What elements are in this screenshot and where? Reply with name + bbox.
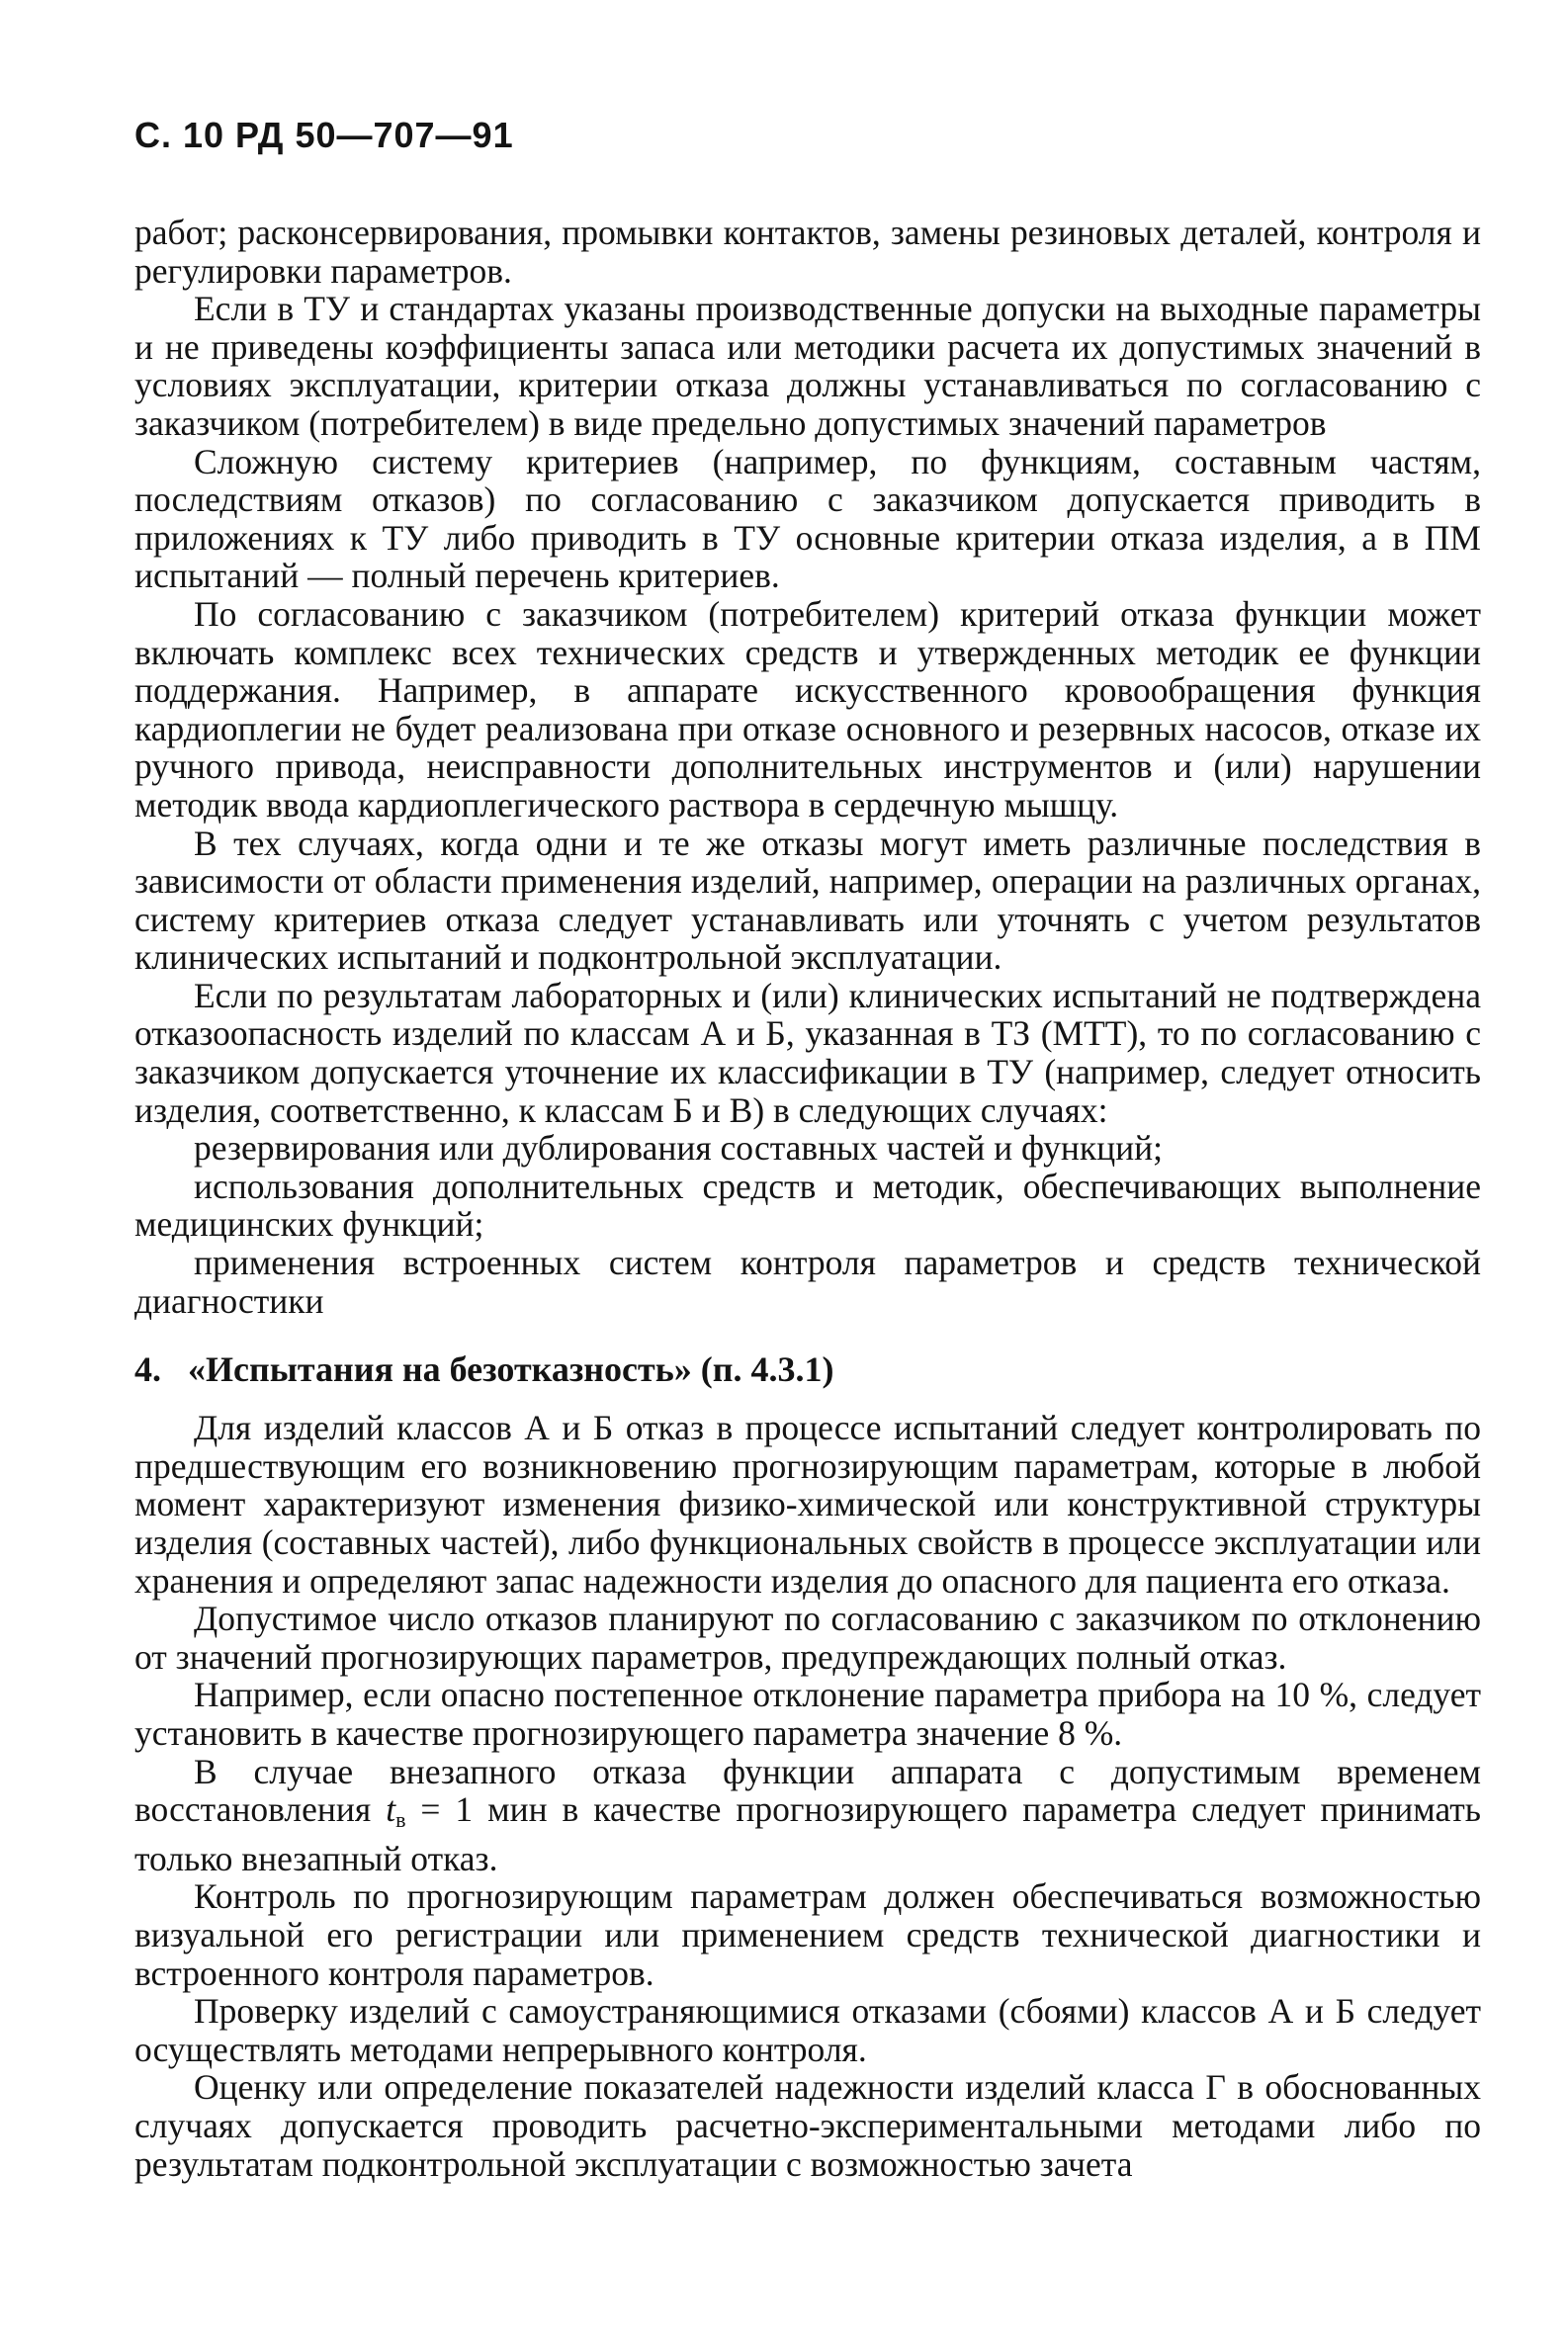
paragraph: Контроль по прогнозирующим параметрам должен обеспечиваться возможностью визуальной его регистрации или применением средств технической диагностики и встроенного контроля параметров. xyxy=(134,1876,1481,1993)
paragraph: Сложную систему критериев (например, по функциям, составным частям, последствиям отказов) по согласованию с заказчиком допускается приводить в приложениях к ТУ либо приводить в ТУ основные критерии отказа изделия, а в ПМ испытаний — полный перечень критериев. xyxy=(134,441,1481,596)
list-item: резервирования или дублирования составных частей и функций; xyxy=(194,1128,1163,1169)
page-header: С. 10 РД 50—707—91 xyxy=(134,115,514,155)
paragraph: Если по результатам лабораторных и (или) клинических испытаний не подтверждена отказоопасность изделий по классам А и Б, указанная в ТЗ (МТТ), то по согласованию с заказчиком допускается уточнение их классификации в ТУ (например, следует относить изделия, соответственно, к классам Б и В) в следующих случаях: xyxy=(134,975,1481,1130)
paragraph: Оценку или определение показателей надежности изделий класса Г в обоснованных случаях допускается проводить расчетно-экспериментальными методами либо по результатам подконтрольной эксплуатации с возможностью зачета xyxy=(134,2067,1481,2184)
paragraph: Допустимое число отказов планируют по согласованию с заказчиком по отклонению от значений прогнозирующих параметров, предупреждающих полный отказ. xyxy=(134,1599,1481,1677)
document-page xyxy=(134,115,1481,2183)
list-item: использования дополнительных средств и методик, обеспечивающих выполнение медицинских функций; xyxy=(134,1166,1481,1245)
paragraph: Например, если опасно постепенное отклонение параметра прибора на 10 %, следует установить в качестве прогнозирующего параметра значение 8 %. xyxy=(134,1675,1481,1753)
restore-time-subscript: в xyxy=(395,1807,406,1833)
section-title: «Испытания на безотказность» (п. 4.3.1) xyxy=(188,1349,834,1390)
section-heading xyxy=(134,1349,1481,1389)
paragraph: В тех случаях, когда одни и те же отказы могут иметь различные последствия в зависимости от области применения изделий, например, операции на различных органах, систему критериев отказа следует устанавливать или уточнять с учетом результатов клинических испытаний и подконтрольной эксплуатации. xyxy=(134,823,1481,978)
paragraph: Если в ТУ и стандартах указаны производственные допуски на выходные параметры и не приведены коэффициенты запаса или методики расчета их допустимых значений в условиях эксплуатации, критерии отказа должны устанавливаться по согласованию с заказчиком (потребителем) в виде предельно допустимых значений параметров xyxy=(134,289,1481,443)
restore-time-variable: t xyxy=(386,1789,396,1830)
paragraph: Проверку изделий с самоустраняющимися отказами (сбоями) классов А и Б следует осуществлять методами непрерывного контроля. xyxy=(134,1991,1481,2069)
paragraph: работ; расконсервирования, промывки контактов, замены резиновых деталей, контроля и регулировки параметров. xyxy=(134,213,1481,291)
list-item: применения встроенных систем контроля параметров и средств технической диагностики xyxy=(134,1243,1481,1321)
paragraph: Для изделий классов А и Б отказ в процессе испытаний следует контролировать по предшествующим его возникновению прогнозирующим параметрам, которые в любой момент характеризуют изменения физико-химической или конструктивной структуры изделия (составных частей), либо функциональных свойств в процессе эксплуатации или хранения и определяют запас надежности изделия до опасного для пациента его отказа. xyxy=(134,1408,1481,1601)
paragraph: По согласованию с заказчиком (потребителем) критерий отказа функции может включать комплекс всех технических средств и утвержденных методик ее функции поддержания. Например, в аппарате искусственного кровообращения функция кардиоплегии не будет реализована при отказе основного и резервных насосов, отказе их ручного привода, неисправности дополнительных инструментов и (или) нарушении методик ввода кардиоплегического раствора в сердечную мышцу. xyxy=(134,593,1481,825)
restore-text-after: = 1 мин в качестве прогнозирующего параметра следует принимать только внезапный отказ. xyxy=(134,1789,1481,1878)
paragraph xyxy=(134,1753,1481,1878)
restore-text-before: В случае внезапного отказа функции аппарата с допустимым временем восстановления xyxy=(134,1751,1481,1830)
section-number: 4. xyxy=(134,1349,161,1390)
